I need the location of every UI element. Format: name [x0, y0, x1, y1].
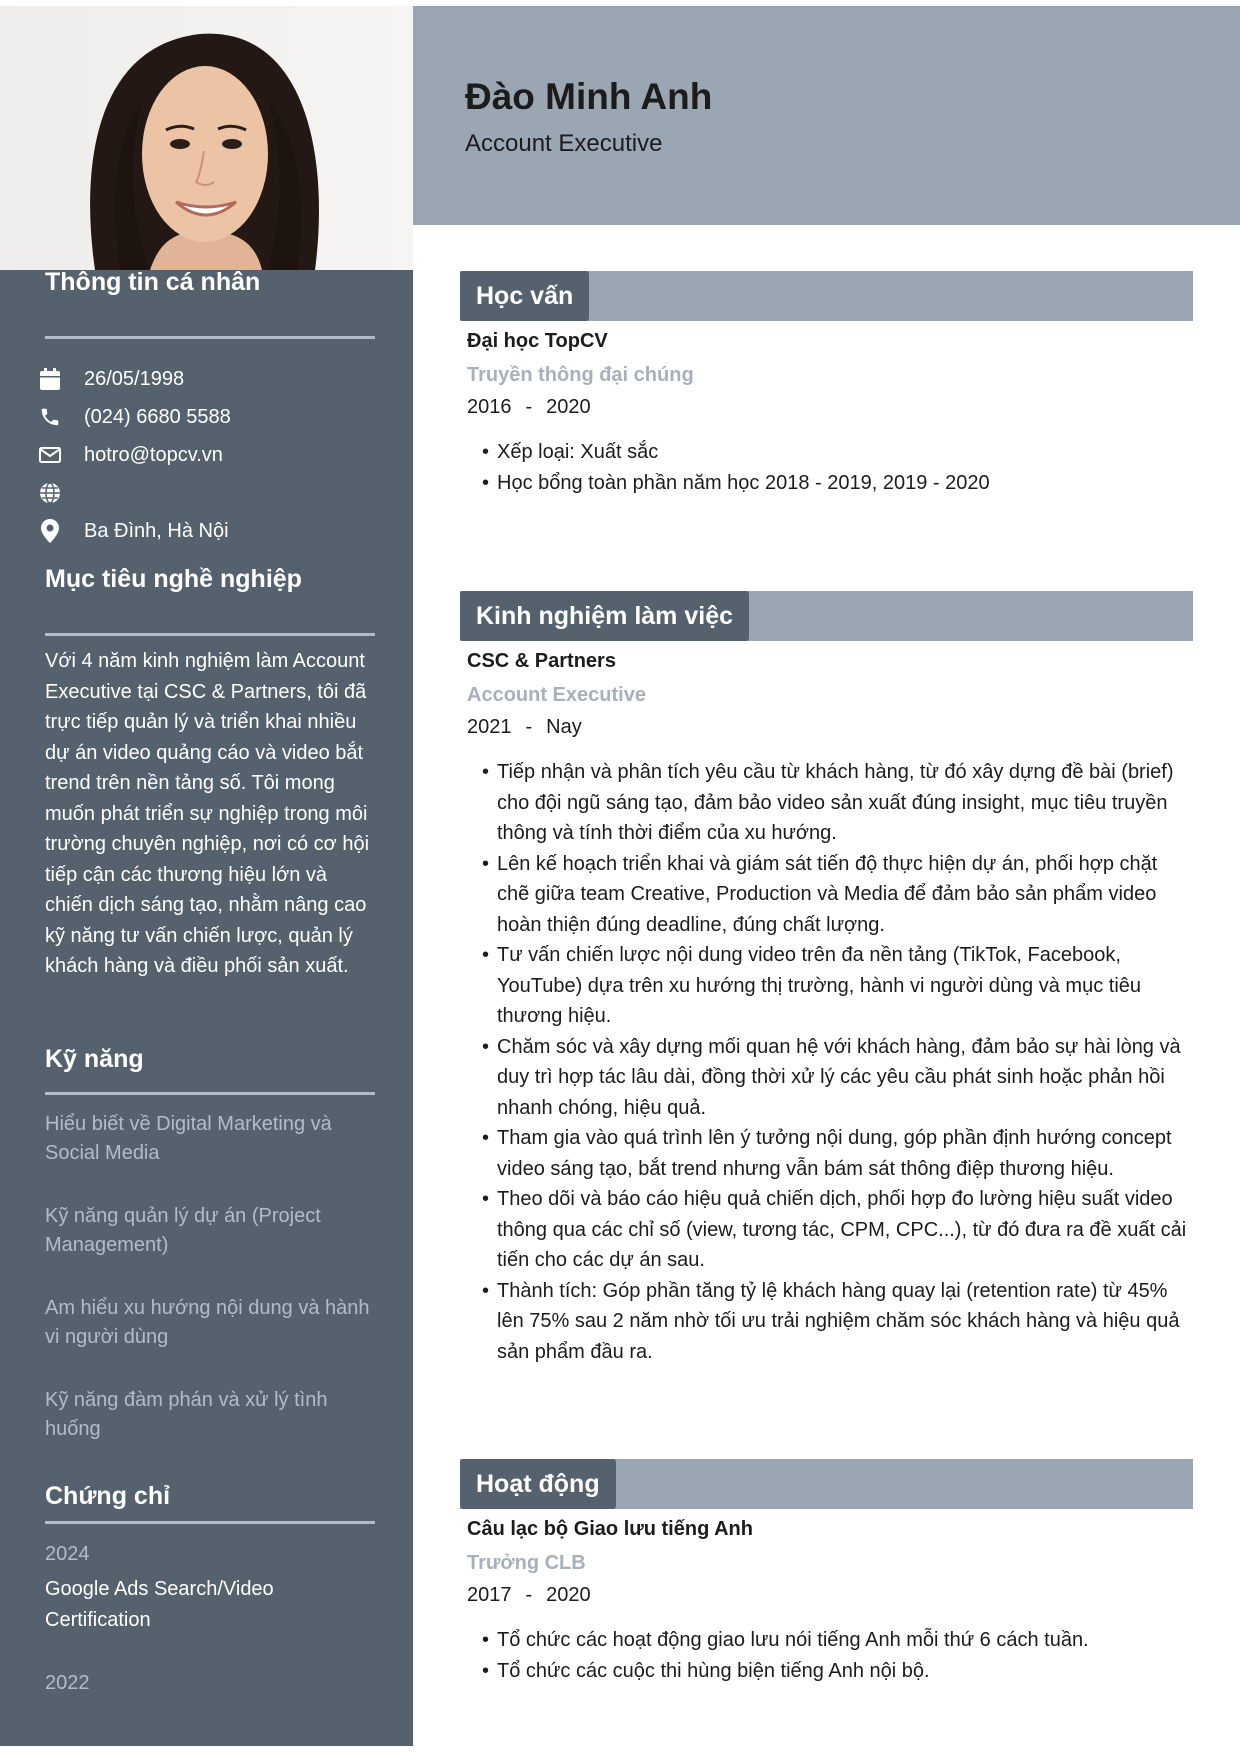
- map-pin-icon: [38, 519, 62, 543]
- certificate-year: 2022: [45, 1672, 90, 1694]
- activity-dates: 2017 - 2020: [467, 1584, 591, 1606]
- header-banner: [413, 6, 1240, 225]
- skill-item: Hiểu biết về Digital Marketing và Social Media: [45, 1113, 332, 1164]
- end-year: 2020: [546, 1584, 591, 1606]
- candidate-name: Đào Minh Anh: [465, 76, 713, 117]
- email-text[interactable]: hotro@topcv.vn: [84, 443, 223, 466]
- end-year: 2020: [546, 396, 591, 418]
- globe-icon: [38, 481, 62, 505]
- list-item: • Tổ chức các cuộc thi hùng biện tiếng Anh nội bộ.: [482, 1656, 1194, 1687]
- education-bullets: [482, 437, 1194, 498]
- list-item: • Tư vấn chiến lược nội dung video trên đa nền tảng (TikTok, Facebook, YouTube) dựa trên xu hướng thị trường, hành vi người dùng và mục tiêu thương hiệu.: [482, 940, 1194, 1032]
- start-year: 2017: [467, 1584, 512, 1606]
- activity-bullets: [482, 1625, 1194, 1686]
- company-name: CSC & Partners: [467, 650, 616, 672]
- education-section-bar: [460, 271, 1193, 321]
- profile-photo: [0, 6, 413, 270]
- organization-name: Câu lạc bộ Giao lưu tiếng Anh: [467, 1518, 753, 1540]
- objective-divider: [45, 633, 375, 636]
- activity-role: Trưởng CLB: [467, 1552, 586, 1574]
- skills-heading: Kỹ năng: [45, 1045, 144, 1073]
- birthday-text: 26/05/1998: [84, 367, 185, 390]
- personal-info-heading: Thông tin cá nhân: [45, 268, 261, 296]
- skills-divider: [45, 1092, 375, 1095]
- skill-item: Kỹ năng quản lý dự án (Project Management): [45, 1205, 321, 1256]
- experience-bullets: [482, 757, 1194, 1367]
- skill-item: Kỹ năng đàm phán và xử lý tình huống: [45, 1389, 328, 1440]
- experience-dates: 2021 - Nay: [467, 716, 582, 738]
- envelope-icon: [38, 443, 62, 467]
- experience-section-bar: [460, 591, 1193, 641]
- objective-text: Với 4 năm kinh nghiệm làm Account Executive tại CSC & Partners, tôi đã trực tiếp quản lý và triển khai nhiều dự án video quảng cáo và video bắt trend trên nền tảng số. Tôi mong muốn phát triển sự nghiệp trong môi trường chuyên nghiệp, nơi có cơ hội tiếp cận các thương hiệu lớn và chiến dịch sáng tạo, nhằm nâng cao kỹ năng tư vấn chiến lược, quản lý khách hàng và điều phối sản xuất.: [45, 650, 370, 977]
- phone-text[interactable]: (024) 6680 5588: [84, 405, 231, 428]
- phone-row: [38, 402, 231, 432]
- list-item: • Lên kế hoạch triển khai và giám sát tiến độ thực hiện dự án, phối hợp chặt chẽ giữa team Creative, Production và Media để đảm bảo sản phẩm video hoàn thiện đúng deadline, đúng chất lượng.: [482, 849, 1194, 941]
- list-item: • Tiếp nhận và phân tích yêu cầu từ khách hàng, từ đó xây dựng đề bài (brief) cho đội ngũ sáng tạo, đảm bảo video sản xuất đúng insight, mục tiêu truyền thông và tính thời điểm của xu hướng.: [482, 757, 1194, 849]
- school-name: Đại học TopCV: [467, 330, 608, 352]
- list-item: • Chăm sóc và xây dựng mối quan hệ với khách hàng, đảm bảo sự hài lòng và duy trì hợp tác lâu dài, đồng thời xử lý các yêu cầu phát sinh hoặc phản hồi nhanh chóng, hiệu quả.: [482, 1032, 1194, 1124]
- position: Account Executive: [467, 684, 646, 706]
- end-year: Nay: [546, 716, 582, 738]
- activities-heading: Hoạt động: [460, 1459, 616, 1509]
- education-heading: Học vấn: [460, 271, 589, 321]
- calendar-icon: [38, 367, 62, 391]
- list-item: • Xếp loại: Xuất sắc: [482, 437, 1194, 468]
- sidebar: [0, 6, 413, 1746]
- skill-item: Am hiểu xu hướng nội dung và hành vi người dùng: [45, 1297, 370, 1348]
- certificate-name: Google Ads Search/Video Certification: [45, 1578, 274, 1631]
- list-item: • Tham gia vào quá trình lên ý tưởng nội dung, góp phần định hướng concept video sáng tạo, bắt trend nhưng vẫn bám sát thông điệp thương hiệu.: [482, 1123, 1194, 1184]
- birthday-row: [38, 364, 184, 394]
- email-row: [38, 440, 223, 470]
- certificates-divider: [45, 1521, 375, 1524]
- phone-icon: [38, 405, 62, 429]
- address-text: Ba Đình, Hà Nội: [84, 519, 229, 542]
- list-item: • Tổ chức các hoạt động giao lưu nói tiếng Anh mỗi thứ 6 cách tuần.: [482, 1625, 1194, 1656]
- certificate-year: 2024: [45, 1543, 90, 1565]
- education-dates: 2016 - 2020: [467, 396, 591, 418]
- objective-heading: Mục tiêu nghề nghiệp: [45, 565, 302, 593]
- list-item: • Học bổng toàn phần năm học 2018 - 2019, 2019 - 2020: [482, 468, 1194, 499]
- address-row: [38, 516, 229, 546]
- experience-heading: Kinh nghiệm làm việc: [460, 591, 749, 641]
- personal-info-divider: [45, 336, 375, 339]
- activities-section-bar: [460, 1459, 1193, 1509]
- list-item: • Thành tích: Góp phần tăng tỷ lệ khách hàng quay lại (retention rate) từ 45% lên 75% sau 2 năm nhờ tối ưu trải nghiệm chăm sóc khách hàng và hiệu quả sản phẩm đầu ra.: [482, 1276, 1194, 1368]
- website-row: [38, 478, 84, 508]
- start-year: 2016: [467, 396, 512, 418]
- candidate-title: Account Executive: [465, 130, 663, 157]
- major: Truyền thông đại chúng: [467, 364, 694, 386]
- list-item: • Theo dõi và báo cáo hiệu quả chiến dịch, phối hợp đo lường hiệu suất video thông qua các chỉ số (view, tương tác, CPM, CPC...), từ đó đưa ra đề xuất cải tiến cho các dự án sau.: [482, 1184, 1194, 1276]
- start-year: 2021: [467, 716, 512, 738]
- certificates-heading: Chứng chỉ: [45, 1482, 171, 1510]
